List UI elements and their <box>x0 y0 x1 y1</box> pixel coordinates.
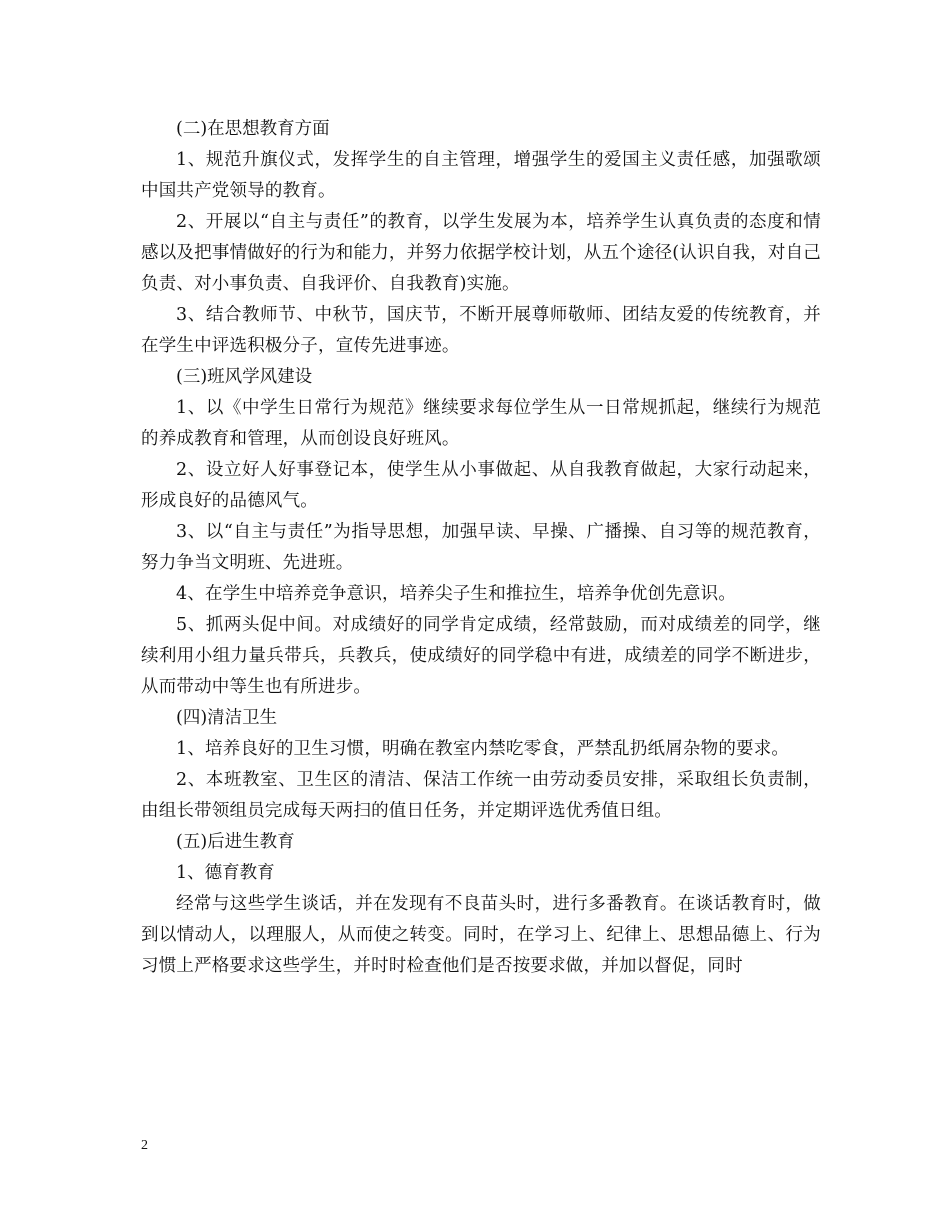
page-number: 2 <box>141 1138 148 1153</box>
paragraph: 经常与这些学生谈话，并在发现有不良苗头时，进行多番教育。在谈话教育时，做到以情动人，以理服人，从而使之转变。同时，在学习上、纪律上、思想品德上、行为习惯上严格要求这些学生，并时时检查他们是否按要求做，并加以督促，同时 <box>141 894 821 976</box>
subsection-heading: 1、德育教育 <box>176 863 275 883</box>
paragraph: 4、在学生中培养竞争意识，培养尖子生和推拉生，培养争优创先意识。 <box>176 584 737 604</box>
paragraph: 1、规范升旗仪式，发挥学生的自主管理，增强学生的爱国主义责任感，加强歌颂中国共产党领导的教育。 <box>141 150 821 201</box>
paragraph: 2、开展以“自主与责任”的教育，以学生发展为本，培养学生认真负责的态度和情感以及把事情做好的行为和能力，并努力依据学校计划，从五个途径(认识自我，对自己负责、对小事负责、自我评价、自我教育)实施。 <box>141 212 821 294</box>
paragraph: 1、培养良好的卫生习惯，明确在教室内禁吃零食，严禁乱扔纸屑杂物的要求。 <box>176 739 790 759</box>
paragraph: 3、结合教师节、中秋节，国庆节，不断开展尊师敬师、团结友爱的传统教育，并在学生中评选积极分子，宣传先进事迹。 <box>141 305 821 356</box>
paragraph: 3、以“自主与责任”为指导思想，加强早读、早操、广播操、自习等的规范教育，努力争当文明班、先进班。 <box>141 522 821 573</box>
paragraph: 2、设立好人好事登记本，使学生从小事做起、从自我教育做起，大家行动起来，形成良好的品德风气。 <box>141 460 821 511</box>
section-heading: (二)在思想教育方面 <box>176 119 330 139</box>
section-heading: (四)清洁卫生 <box>176 708 278 728</box>
paragraph: 2、本班教室、卫生区的清洁、保洁工作统一由劳动委员安排，采取组长负责制，由组长带领组员完成每天两扫的值日任务，并定期评选优秀值日组。 <box>141 770 821 821</box>
paragraph: 1、以《中学生日常行为规范》继续要求每位学生从一日常规抓起，继续行为规范的养成教育和管理，从而创设良好班风。 <box>141 398 821 449</box>
paragraph: 5、抓两头促中间。对成绩好的同学肯定成绩，经常鼓励，而对成绩差的同学，继续利用小组力量兵带兵，兵教兵，使成绩好的同学稳中有进，成绩差的同学不断进步，从而带动中等生也有所进步。 <box>141 615 821 697</box>
document-body <box>141 114 821 982</box>
section-heading: (五)后进生教育 <box>176 832 295 852</box>
section-heading: (三)班风学风建设 <box>176 367 313 387</box>
